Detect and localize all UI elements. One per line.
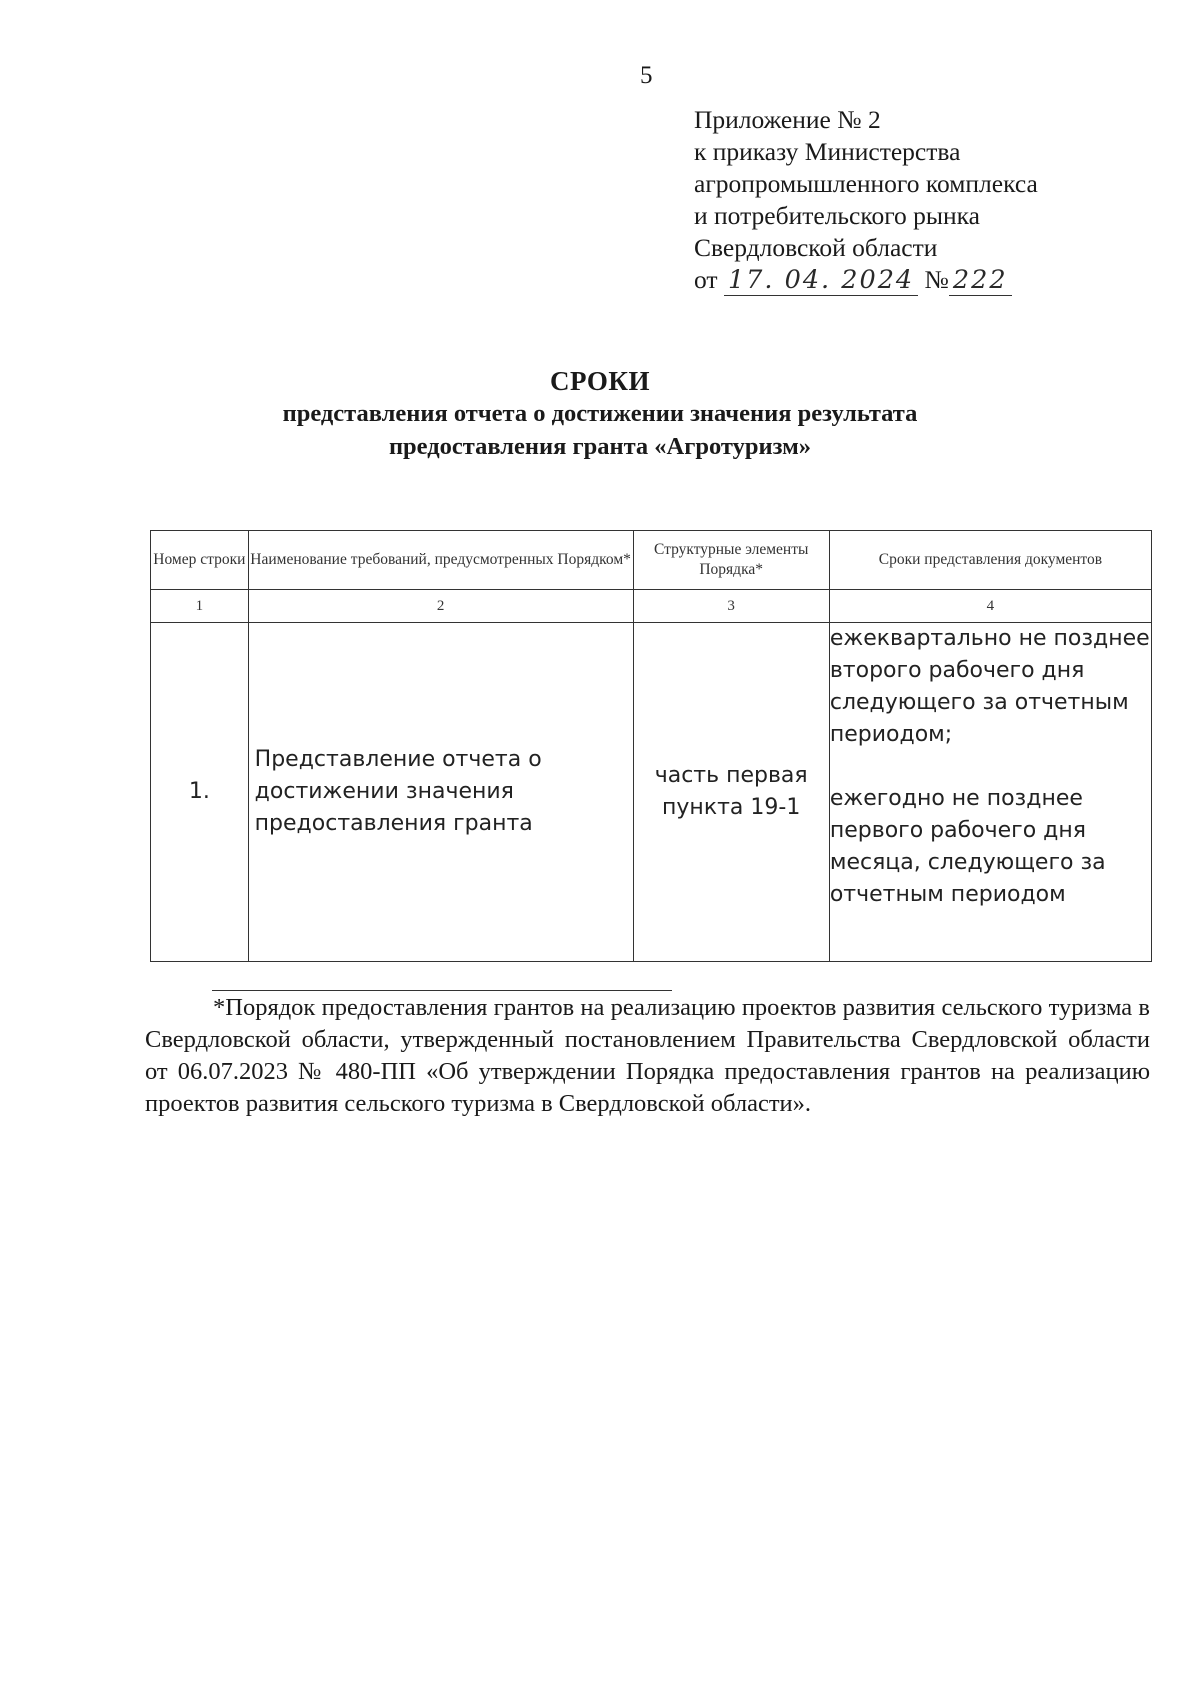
deadline-yearly: ежегодно не позднее первого рабочего дня месяца, следующего за отчетным периодом	[829, 786, 1106, 907]
appendix-line: к приказу Министерства	[694, 137, 961, 166]
document-subtitle: предоставления гранта «Агротуризм»	[388, 433, 812, 460]
header-cell: Сроки представления документов	[829, 531, 1151, 590]
deadlines-table	[150, 530, 1152, 962]
appendix-block	[694, 104, 1038, 296]
column-number-cell: 3	[633, 590, 829, 623]
header-cell: Номер строки	[151, 531, 249, 590]
handwritten-number: 222	[949, 265, 1012, 296]
number-prefix: №	[924, 265, 949, 294]
column-number-row	[151, 590, 1152, 623]
appendix-line: агропромышленного комплекса	[694, 169, 1038, 198]
requirement-cell	[248, 623, 633, 962]
appendix-line: Свердловской области	[694, 233, 938, 262]
appendix-date-line	[694, 264, 1038, 296]
deadline-cell	[829, 623, 1151, 962]
column-number-cell: 4	[829, 590, 1151, 623]
handwritten-date: 17. 04. 2024	[724, 265, 918, 296]
requirement-text: Представление отчета о достижении значения предоставления гранта	[254, 747, 542, 836]
page-number: 5	[640, 62, 653, 89]
column-number-cell: 1	[151, 590, 249, 623]
footnote: *Порядок предоставления грантов на реализацию проектов развития сельского туризма в Свердловской области, утвержденный постановлением Правительства Свердловской области от 06.07.2023 № 480-ПП «Об утверждении Порядка предоставления грантов на реализацию проектов развития сельского туризма в Свердловской области».	[145, 994, 1150, 1117]
row-number-cell: 1.	[151, 623, 249, 962]
date-prefix: от	[694, 265, 718, 294]
deadline-quarterly: ежеквартально не позднее второго рабочего дня следующего за отчетным периодом;	[829, 626, 1150, 747]
appendix-line: Приложение № 2	[694, 105, 881, 134]
header-cell: Наименование требований, предусмотренных Порядком*	[248, 531, 633, 590]
column-number-cell: 2	[248, 590, 633, 623]
table-row	[151, 623, 1152, 962]
element-cell: часть первая пункта 19-1	[633, 623, 829, 962]
appendix-line: и потребительского рынка	[694, 201, 981, 230]
document-title: СРОКИ	[550, 366, 650, 396]
table-header-row	[151, 531, 1152, 590]
document-subtitle: представления отчета о достижении значения результата	[282, 400, 918, 427]
header-cell: Структурные элементы Порядка*	[633, 531, 829, 590]
footnote-divider	[212, 990, 672, 991]
